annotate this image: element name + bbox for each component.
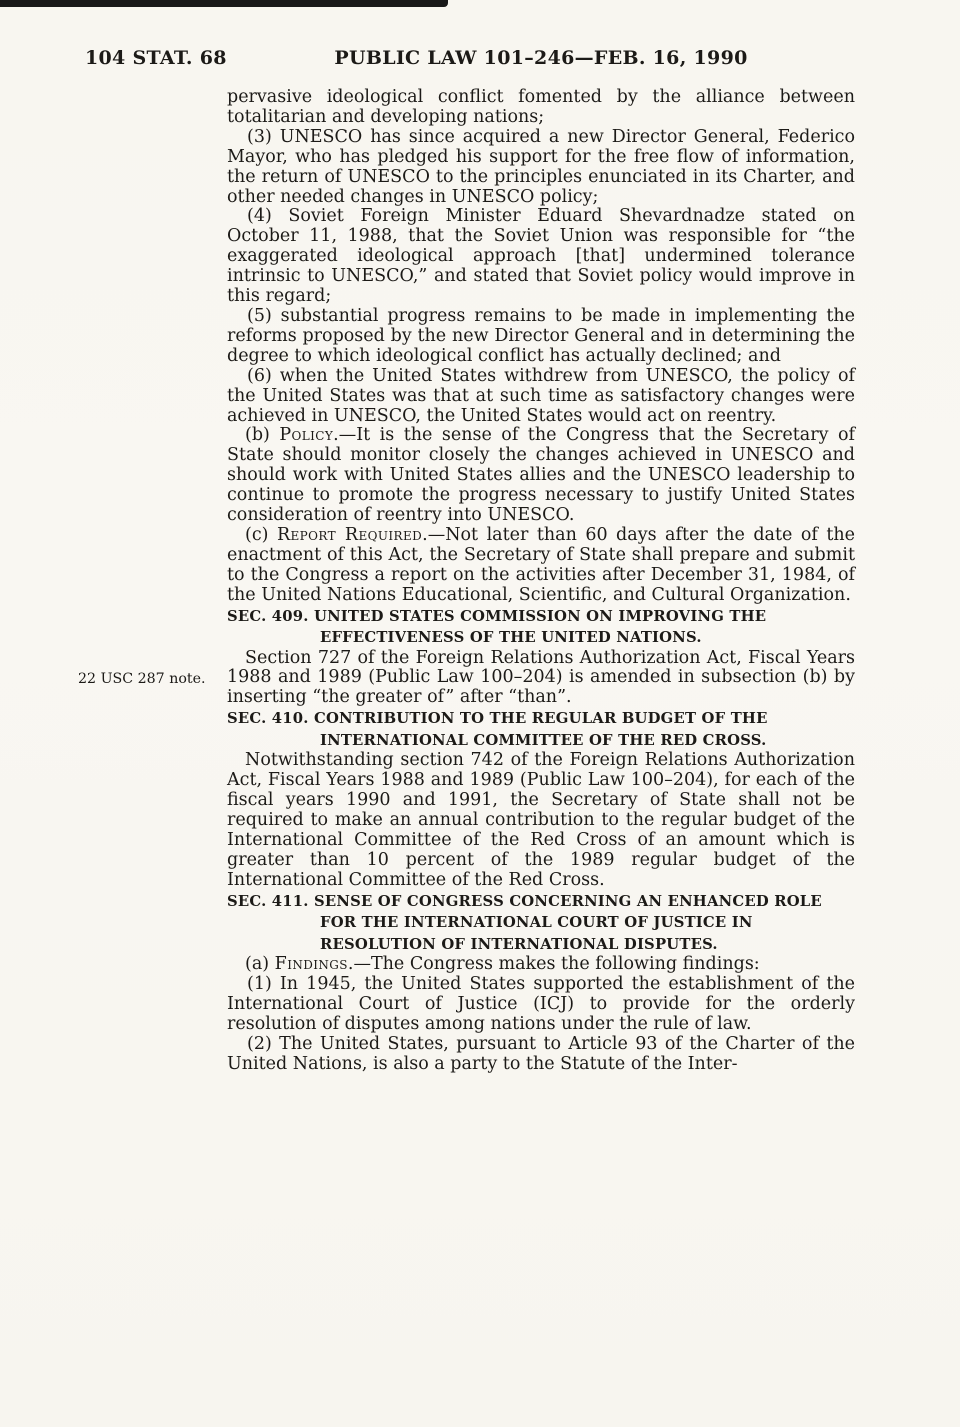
subsection-a-label: (a) xyxy=(245,954,275,975)
section-411-heading: SEC. 411. SENSE OF CONGRESS CONCERNING AN ENHANCED ROLE FOR THE INTERNATIONAL COURT OF JUSTICE IN RESOLUTION OF INTERNATIONAL DISPUTES. xyxy=(227,892,822,953)
section-410-heading: SEC. 410. CONTRIBUTION TO THE REGULAR BUDGET OF THE INTERNATIONAL COMMITTEE OF THE RED CROSS. xyxy=(227,710,768,749)
subsection-b-keyword: Policy xyxy=(279,425,334,446)
subsection-b-label: (b) xyxy=(245,425,280,446)
finding-item-4: (4) Soviet Foreign Minister Eduard Shevardnadze stated on October 11, 1988, that the Soviet Union was responsible for “the exaggerated ideological approach [that] undermined tolerance intrinsic to UNESCO,” and stated that Soviet policy would improve in this regard; xyxy=(227,206,855,307)
subsection-c-label: (c) xyxy=(245,524,277,545)
subsection-c-text: .—Not later than 60 days after the date of the enactment of this Act, the Secretary of State shall prepare and submit to the Congress a report on the activities after December 31, 1984, of the United Nations Educational, Scientific, and Cultural Organization. xyxy=(227,524,855,605)
section-409-text: Section 727 of the Foreign Relations Authorization Act, Fiscal Years 1988 and 1989 (Public Law 100–204) is amended in subsection (b) by inserting “the greater of” after “than”. xyxy=(227,647,855,708)
stat-page-number: 104 STAT. 68 xyxy=(85,47,227,69)
section-410-text: Notwithstanding section 742 of the Foreign Relations Authorization Act, Fiscal Years 1988 and 1989 (Public Law 100–204), for each of the fiscal years 1990 and 1991, the Secretary of State shall not be required to make an annual contribution to the regular budget of the International Committee of the Red Cross of an amount which is greater than 10 percent of the 1989 regular budget of the International Committee of the Red Cross. xyxy=(227,750,855,890)
subsection-c-keyword: Report Required xyxy=(276,524,423,545)
finding-item-2: (2) The United States, pursuant to Article 93 of the Charter of the United Nations, is also a party to the Statute of the Inter- xyxy=(227,1033,855,1074)
paragraph-continuation: pervasive ideological conflict fomented by the alliance between totalitarian and developing nations; xyxy=(227,87,855,127)
subsection-a-findings xyxy=(227,955,855,975)
subsection-c-report-required xyxy=(227,526,855,606)
subsection-b-policy xyxy=(227,426,855,526)
finding-item-6: (6) when the United States withdrew from UNESCO, the policy of the United States was that at such time as satisfactory changes were achieved in UNESCO, the United States would act on reentry. xyxy=(227,365,855,426)
section-409-body-wrap xyxy=(78,647,855,709)
subsection-b-text: .—It is the sense of the Congress that the Secretary of State should monitor closely the changes achieved in UNESCO and should work with United States allies and the UNESCO leadership to continue to promote the progress necessary to justify United States consideration of reentry into UNESCO. xyxy=(227,425,855,526)
subsection-a-text: .—The Congress makes the following findings: xyxy=(347,954,760,975)
finding-item-1: (1) In 1945, the United States supported the establishment of the International Court of Justice (ICJ) to provide for the orderly resolution of disputes among nations under the rule of law. xyxy=(227,974,855,1034)
text-column xyxy=(78,87,855,1075)
law-title: PUBLIC LAW 101–246—FEB. 16, 1990 xyxy=(334,47,748,69)
scan-edge-artifact xyxy=(0,0,448,7)
margin-note-usc: 22 USC 287 note. xyxy=(78,670,206,687)
finding-item-3: (3) UNESCO has since acquired a new Director General, Federico Mayor, who has pledged his support for the free flow of information, the return of UNESCO to the principles enunciated in its Charter, and other needed changes in UNESCO policy; xyxy=(227,126,855,207)
finding-item-5: (5) substantial progress remains to be made in implementing the reforms proposed by the new Director General and in determining the degree to which ideological conflict has actually declined; and xyxy=(227,305,855,366)
subsection-a-keyword: Findings xyxy=(274,954,348,975)
section-409-heading: SEC. 409. UNITED STATES COMMISSION ON IMPROVING THE EFFECTIVENESS OF THE UNITED NATIONS. xyxy=(227,607,767,647)
